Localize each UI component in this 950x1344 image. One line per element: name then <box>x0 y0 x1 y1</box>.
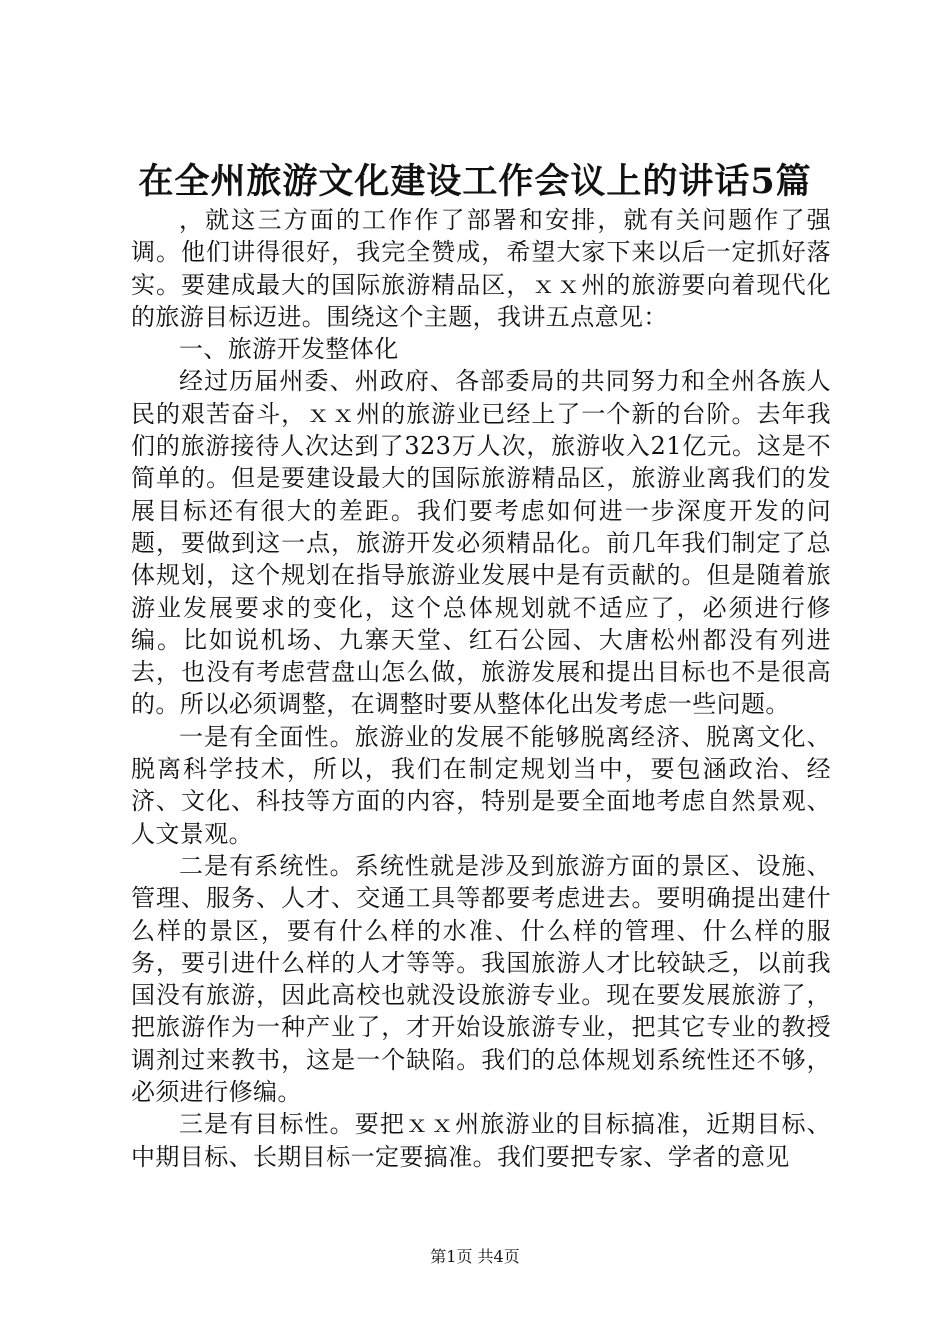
document-body <box>131 204 831 1173</box>
paragraph-point-2: 二是有系统性。系统性就是涉及到旅游方面的景区、设施、管理、服务、人才、交通工具等都要考虑进去。要明确提出建什么样的景区，要有什么样的水准、什么样的管理、什么样的服务，要引进什么样的人才等等。我国旅游人才比较缺乏，以前我国没有旅游，因此高校也就没设旅游专业。现在要发展旅游了，把旅游作为一种产业了，才开始设旅游专业，把其它专业的教授调剂过来教书，这是一个缺陷。我们的总体规划系统性还不够，必须进行修编。 <box>131 851 831 1107</box>
page-footer: 第1页 共4页 <box>430 1247 520 1266</box>
paragraph-section-1: 经过历届州委、州政府、各部委局的共同努力和全州各族人民的艰苦奋斗，ｘｘ州的旅游业已经上了一个新的台阶。去年我们的旅游接待人次达到了323万人次，旅游收入21亿元。这是不简单的。但是要建设最大的国际旅游精品区，旅游业离我们的发展目标还有很大的差距。我们要考虑如何进一步深度开发的问题，要做到这一点，旅游开发必须精品化。前几年我们制定了总体规划，这个规划在指导旅游业发展中是有贡献的。但是随着旅游业发展要求的变化，这个总体规划就不适应了，必须进行修编。比如说机场、九寨天堂、红石公园、大唐松州都没有列进去，也没有考虑营盘山怎么做，旅游发展和提出目标也不是很高的。所以必须调整，在调整时要从整体化出发考虑一些问题。 <box>131 367 831 719</box>
paragraph-point-1: 一是有全面性。旅游业的发展不能够脱离经济、脱离文化、脱离科学技术，所以，我们在制定规划当中，要包涵政治、经济、文化、科技等方面的内容，特别是要全面地考虑自然景观、人文景观。 <box>131 722 831 848</box>
paragraph-point-3: 三是有目标性。要把ｘｘ州旅游业的目标搞准，近期目标、中期目标、长期目标一定要搞准。我们要把专家、学者的意见 <box>131 1110 831 1171</box>
document-title: 在全州旅游文化建设工作会议上的讲话5篇 <box>138 161 812 202</box>
section-heading-1: 一、旅游开发整体化 <box>179 335 399 364</box>
paragraph-intro: ，就这三方面的工作作了部署和安排，就有关问题作了强调。他们讲得很好，我完全赞成，希望大家下来以后一定抓好落实。要建成最大的国际旅游精品区，ｘｘ州的旅游要向着现代化的旅游目标迈进。围绕这个主题，我讲五点意见： <box>131 206 831 331</box>
